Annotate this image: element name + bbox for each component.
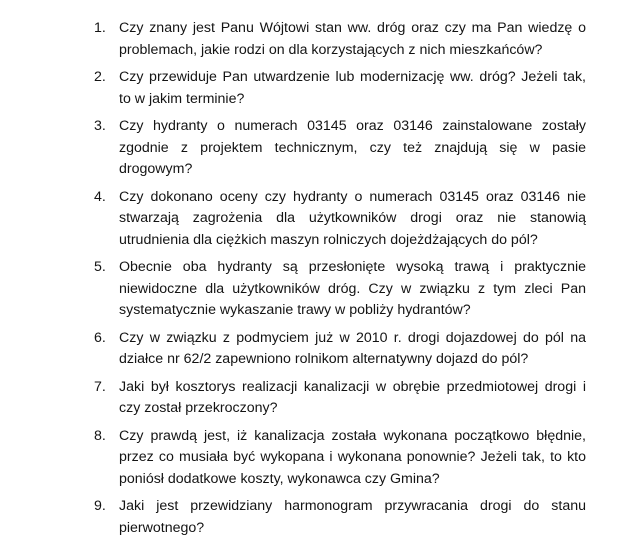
- question-number: 6.: [94, 329, 106, 346]
- question-item: [94, 116, 586, 181]
- question-item: [94, 377, 586, 420]
- question-item: [94, 257, 586, 322]
- question-text: Czy znany jest Panu Wójtowi stan ww. dróg oraz czy ma Pan wiedzę o problemach, jakie rodzi on dla korzystających z nich mieszkańców?: [119, 20, 586, 58]
- question-text: Obecnie oba hydranty są przesłonięte wysoką trawą i praktycznie niewidoczne dla użytkowników dróg. Czy w związku z tym zleci Pan systematycznie wykaszanie trawy w pobliży hydrantów?: [119, 259, 586, 318]
- question-item: [94, 496, 586, 539]
- question-text: Czy prawdą jest, iż kanalizacja została wykonana początkowo błędnie, przez co musiała być wykopana i wykonana ponownie? Jeżeli tak, to kto poniósł dodatkowe koszty, wykonawca czy Gmina?: [119, 427, 586, 487]
- question-number: 8.: [94, 427, 106, 444]
- question-list: [94, 18, 586, 545]
- question-number: 2.: [94, 69, 106, 85]
- question-item: [94, 426, 586, 491]
- question-number: 9.: [94, 498, 106, 514]
- question-number: 1.: [94, 20, 106, 36]
- question-text: Jaki jest przewidziany harmonogram przywracania drogi do stanu pierwotnego?: [119, 498, 586, 536]
- question-number: 3.: [94, 118, 106, 134]
- question-text: Jaki był kosztorys realizacji kanalizacji w obrębie przedmiotowej drogi i czy został przekroczony?: [119, 378, 586, 416]
- question-number: 5.: [94, 259, 106, 275]
- question-item: [94, 67, 586, 110]
- question-text: Czy dokonano oceny czy hydranty o numerach 03145 oraz 03146 nie stwarzają zagrożenia dla użytkowników drogi oraz nie stanowią utrudnienia dla ciężkich maszyn rolniczych dojeżdżających do pól?: [119, 188, 586, 248]
- question-item: [94, 328, 586, 371]
- question-item: [94, 187, 586, 252]
- question-number: 7.: [94, 378, 106, 395]
- question-text: Czy hydranty o numerach 03145 oraz 03146 zainstalowane zostały zgodnie z projektem technicznym, czy też znajdują się w pasie drogowym?: [119, 118, 586, 177]
- question-item: [94, 18, 586, 61]
- question-text: Czy przewiduje Pan utwardzenie lub modernizację ww. dróg? Jeżeli tak, to w jakim terminie?: [119, 69, 586, 107]
- question-text: Czy w związku z podmyciem już w 2010 r. drogi dojazdowej do pól na działce nr 62/2 zapewniono rolnikom alternatywny dojazd do pól?: [119, 329, 586, 367]
- question-number: 4.: [94, 188, 106, 205]
